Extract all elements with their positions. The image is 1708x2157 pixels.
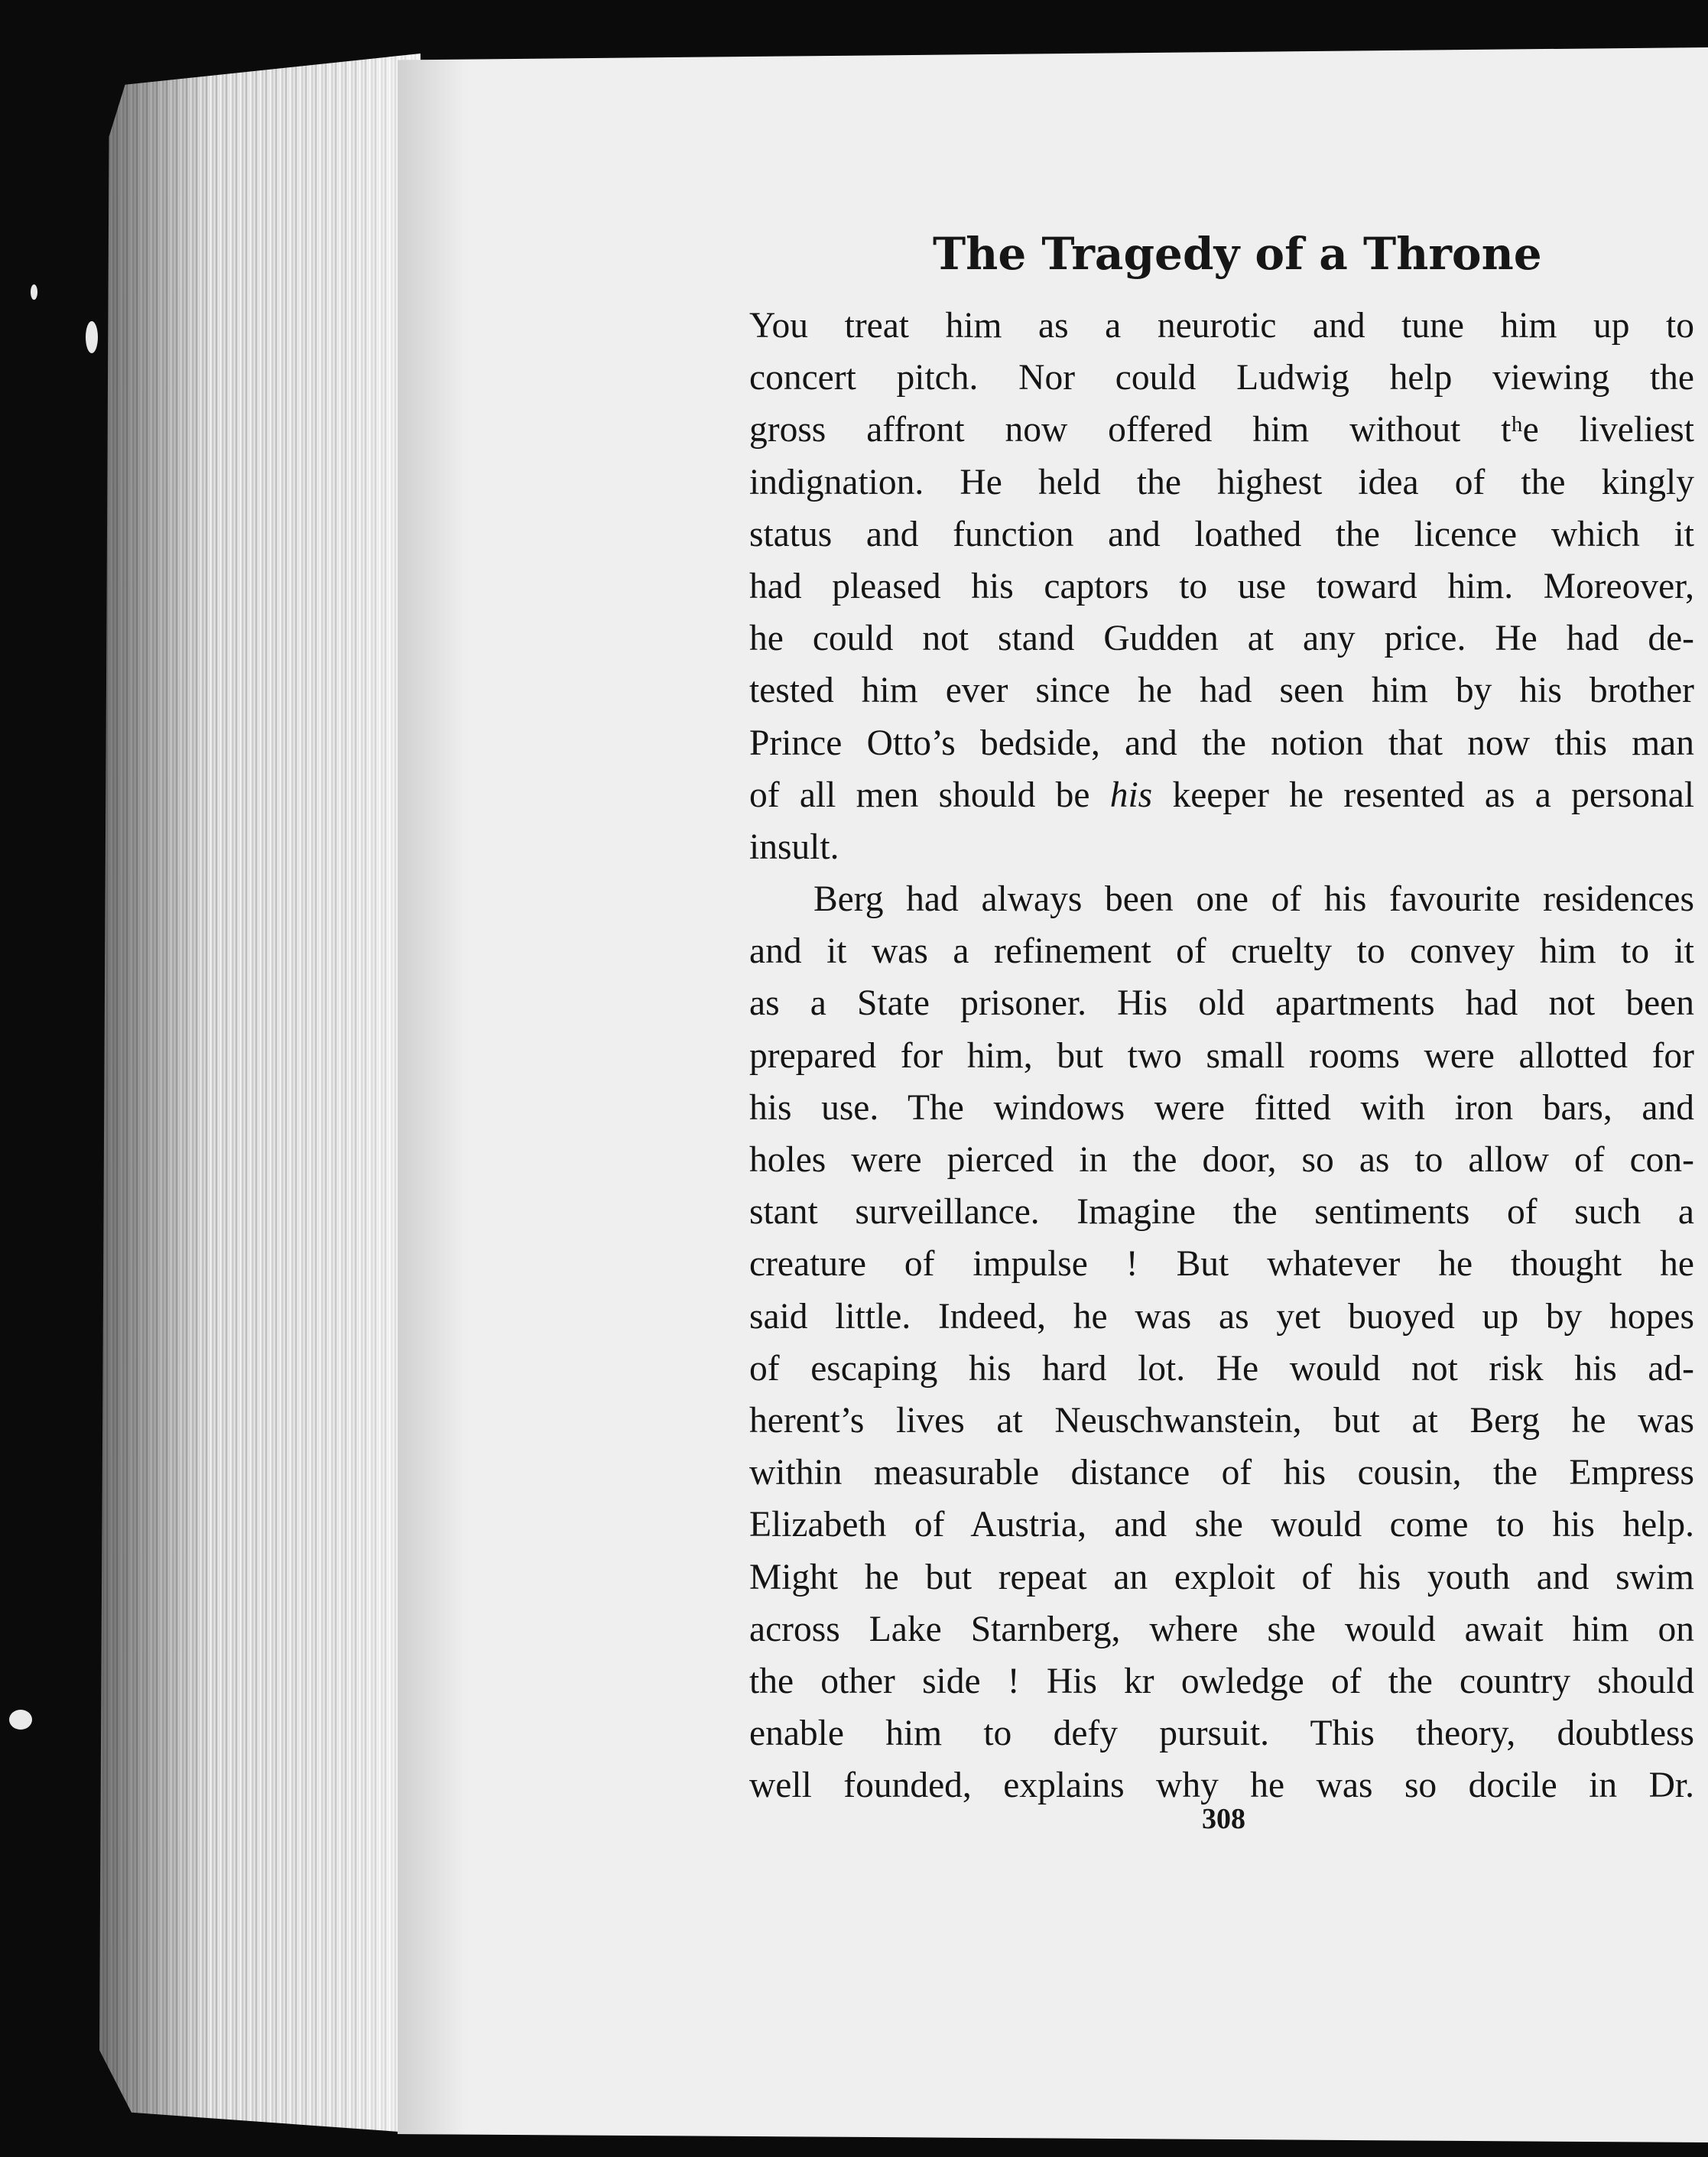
- page-number: 308: [1202, 1803, 1245, 1835]
- text-line: Might he but repeat an exploit of his youth and swim: [749, 1557, 1694, 1597]
- page-edge-stack: [99, 54, 421, 2133]
- text-line: You treat him as a neurotic and tune him up to: [749, 306, 1694, 346]
- text-line: well founded, explains why he was so docile in Dr.: [749, 1766, 1694, 1806]
- text-fragment: of all men should be: [749, 775, 1090, 815]
- text-line: his use. The windows were fitted with iron bars, and: [749, 1087, 1694, 1128]
- text-line: across Lake Starnberg, where she would await him on: [749, 1609, 1694, 1649]
- edge-speck: [9, 1710, 32, 1730]
- text-line: creature of impulse ! But whatever he thought he: [749, 1244, 1694, 1285]
- text-line: Elizabeth of Austria, and she would come to his help.: [749, 1505, 1694, 1545]
- text-line: concert pitch. Nor could Ludwig help viewing the: [749, 358, 1694, 398]
- text-line: gross affront now offered him without tʰe liveliest: [749, 410, 1694, 450]
- running-head: The Tragedy of a Throne: [933, 228, 1542, 280]
- text-line: said little. Indeed, he was as yet buoyed up by hopes: [749, 1296, 1694, 1337]
- italic-word: his: [1109, 775, 1153, 815]
- text-line: the other side ! His kr owledge of the country should: [749, 1661, 1694, 1701]
- text-line: he could not stand Gudden at any price. He had de-: [749, 619, 1694, 659]
- paragraph-first-line: Berg had always been one of his favourite residences: [813, 879, 1694, 920]
- text-line: holes were pierced in the door, so as to allow of con-: [749, 1140, 1694, 1180]
- text-line: tested him ever since he had seen him by his brother: [749, 671, 1694, 711]
- text-line: insult.: [749, 827, 839, 867]
- text-line: as a State prisoner. His old apartments had not been: [749, 983, 1694, 1024]
- text-line: status and function and loathed the licence which it: [749, 514, 1694, 554]
- edge-speck: [86, 321, 98, 353]
- text-line: Prince Otto’s bedside, and the notion that now this man: [749, 723, 1694, 763]
- text-line: herent’s lives at Neuschwanstein, but at Berg he was: [749, 1400, 1694, 1441]
- text-line-with-italic: [749, 769, 1694, 821]
- text-fragment: keeper he resented as a personal: [1172, 775, 1695, 815]
- text-line: indignation. He held the highest idea of the kingly: [749, 462, 1694, 502]
- body-text: [749, 300, 1694, 1811]
- text-line: enable him to defy pursuit. This theory, doubtless: [749, 1714, 1694, 1754]
- text-line: within measurable distance of his cousin, the Empress: [749, 1453, 1694, 1493]
- edge-speck: [31, 284, 37, 300]
- text-line: of escaping his hard lot. He would not risk his ad-: [749, 1348, 1694, 1389]
- text-line: had pleased his captors to use toward him. Moreover,: [749, 566, 1694, 606]
- text-line: prepared for him, but two small rooms were allotted for: [749, 1035, 1694, 1076]
- text-line: stant surveillance. Imagine the sentiments of such a: [749, 1192, 1694, 1233]
- text-line: and it was a refinement of cruelty to convey him to it: [749, 931, 1694, 972]
